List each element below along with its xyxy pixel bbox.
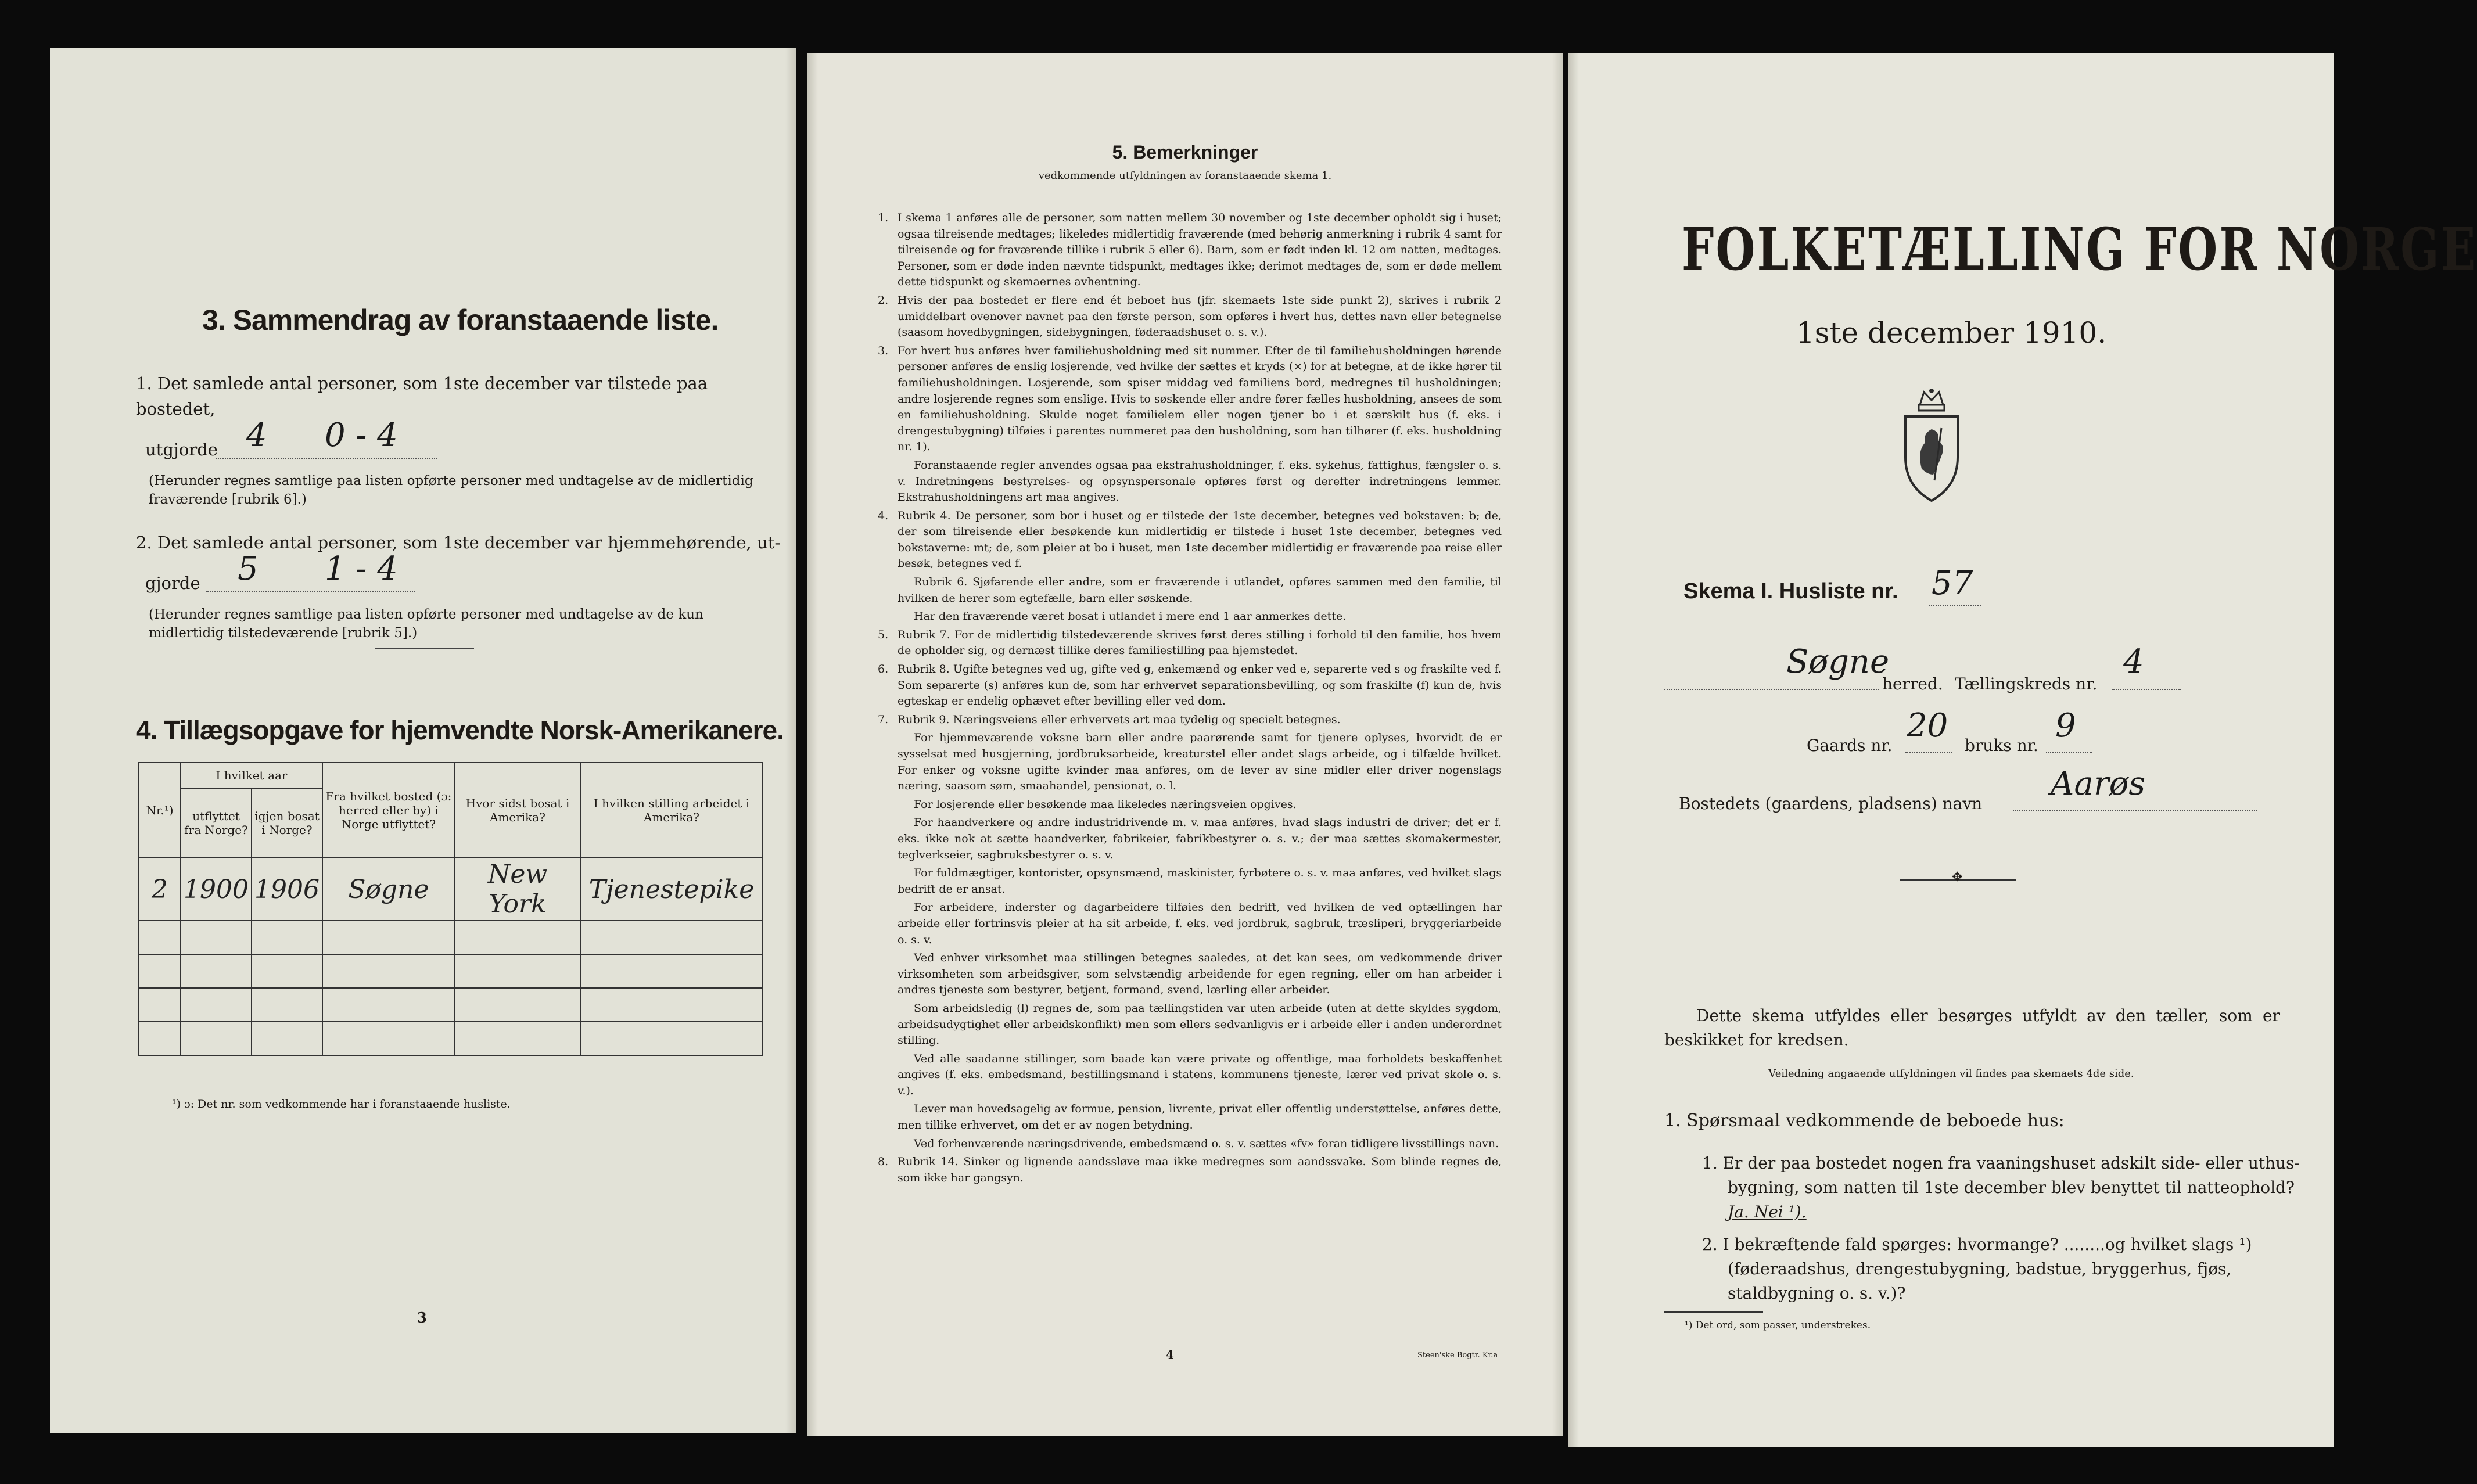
question-2: 2. I bekræftende fald spørges: hvormange? ........og hvilket slags ¹) (føderaadshus, drengestubygning, badstue, bryggerhus, fjøs, staldbygning o. s. v.)? [1702, 1235, 2252, 1303]
section4-title: 4. Tillægsopgave for hjemvendte Norsk-Amerikanere. [136, 715, 784, 745]
th-from-where: Fra hvilket bosted (ɔ: herred eller by) i Norge utflyttet? [322, 763, 455, 858]
remark-paragraph [878, 662, 1502, 710]
remark-paragraph [898, 950, 1502, 998]
census-title: FOLKETÆLLING FOR NORGE [1682, 215, 2477, 283]
skema-label: Skema I. Husliste nr. [1683, 579, 1898, 603]
remarks-subtitle: vedkommende utfyldningen av foranstaaende skema 1. [1038, 170, 1332, 182]
coat-of-arms-icon [1900, 387, 1963, 504]
page-number-4: 4 [1166, 1348, 1174, 1361]
remark-paragraph [898, 1136, 1502, 1152]
item2-text: 2. Det samlede antal personer, som 1ste december var hjemmehørende, ut- [136, 533, 781, 552]
remark-paragraph [898, 797, 1502, 813]
remark-text: Lever man hovedsagelig av formue, pension, livrente, privat eller offentlig understøttelse, anføres dette, men tillike erhvervet, om det er av nogen betydning. [898, 1102, 1502, 1132]
table-row [139, 954, 763, 988]
remark-paragraph [898, 1001, 1502, 1049]
page-fold-shadow [785, 48, 796, 1433]
norsk-amerikanere-table [138, 762, 763, 1056]
printer-mark: Steen'ske Bogtr. Kr.a [1417, 1351, 1498, 1360]
bosted-dotted-line [2013, 810, 2257, 811]
left-page [50, 48, 796, 1433]
remark-number: 8. [878, 1155, 889, 1169]
table-row [139, 988, 763, 1022]
question-1-text: 1. Er der paa bostedet nogen fra vaaningshuset adskilt side- eller uthus-bygning, som natten til 1ste december blev benyttet til natteophold? [1702, 1154, 2300, 1197]
remark-text: Ved alle saadanne stillinger, som baade kan være private og offentlige, maa forholdets beskaffenhet angives (f. eks. embedsmand, bestillingsmand i statens, kommunens tjeneste, lærer ved privat skole o. s. v.). [898, 1052, 1502, 1097]
item1-text: 1. Det samlede antal personer, som 1ste december var tilstede paa bostedet, [136, 373, 708, 419]
remark-paragraph [898, 1051, 1502, 1099]
bosted-line [1679, 765, 2289, 832]
item1-note: (Herunder regnes samtlige paa listen opførte personer med undtagelse av de midlertidig fraværende [rubrik 6].) [149, 473, 753, 507]
right-footnote: ¹) Det ord, som passer, understrekes. [1685, 1320, 1871, 1331]
remark-text: Hvis der paa bostedet er flere end ét beboet hus (jfr. skemaets 1ste side punkt 2), skrives i rubrik 2 umiddelbart ovenover navnet paa den første person, som opføres i hvert hus, dettes navn eller betegnelse (saasom hovedbygningen, sidebygningen, føderaadshuset o. s. v.). [898, 293, 1502, 339]
cell-occupation: Tjenestepike [580, 858, 763, 921]
remark-text: For haandverkere og andre industridrivende m. v. maa anføres, hvad slags industri de driver; det er f. eks. ikke nok at sætte haandverker, fabrikeier, fabrikbestyrer o. s. v.; der maa sættes skomakermester, teglverkseier, sagbruksbestyrer o. s. v. [898, 816, 1502, 861]
herred-label: herred. [1882, 674, 1943, 694]
remark-paragraph [878, 293, 1502, 341]
item1-fill-line [136, 416, 781, 468]
instruction-note: Veiledning angaaende utfyldningen vil findes paa skemaets 4de side. [1768, 1068, 2134, 1080]
th-year-group: I hvilket aar [181, 763, 322, 788]
item2-value-a: 5 [238, 550, 259, 588]
remark-text: For fuldmægtiger, kontorister, opsynsmænd, maskinister, fyrbøtere o. s. v. maa anføres, ved hvilket slags bedrift de er ansat. [898, 867, 1502, 896]
table-row [139, 1022, 763, 1055]
remark-text: Ved forhenværende næringsdrivende, embedsmænd o. s. v. sættes «fv» foran tidligere livsstillings navn. [914, 1137, 1499, 1150]
divider [375, 648, 474, 649]
remark-paragraph [878, 1154, 1502, 1186]
question-1-answer: Ja. Nei ¹). [1728, 1202, 1807, 1221]
remark-paragraph [878, 210, 1502, 290]
item2-note: (Herunder regnes samtlige paa listen opførte personer med undtagelse av de kun midlertidig tilstedeværende [rubrik 5].) [149, 607, 703, 641]
item1-dotted-line [216, 458, 437, 459]
remark-paragraph [878, 508, 1502, 572]
bruks-dotted-line [2046, 752, 2092, 753]
remark-text: Som arbeidsledig (l) regnes de, som paa tællingstiden var uten arbeide (uten at dette skyldes sygdom, arbeidsudygtighet eller arbeidskonflikt) men som ellers sedvanligvis er i arbeide eller i anden underordnet stilling. [898, 1001, 1502, 1047]
cell-nr: 2 [139, 858, 181, 921]
th-emigrated: utflyttet fra Norge? [181, 788, 252, 858]
kreds-dotted-line [2112, 689, 2181, 690]
section3-title: 3. Sammendrag av foranstaaende liste. [202, 304, 719, 336]
husliste-dotted-line [1929, 605, 1981, 606]
gaards-value: 20 [1907, 707, 1948, 745]
remarks-title: 5. Bemerkninger [1112, 142, 1258, 163]
remark-paragraph [898, 458, 1502, 506]
table-row [139, 921, 763, 954]
remark-number: 7. [878, 713, 889, 726]
remark-text: Rubrik 4. De personer, som bor i huset og er tilstede der 1ste december, betegnes ved bokstaven: b; de, der som tilreisende eller besøkende kun midlertidig er tilstede i huset 1ste december, betegnes ved bokstaverne: mt; de, som pleier at bo i huset, men 1ste december midlertidig er fraværende paa reise eller besøk, betegnes ved f. [898, 509, 1502, 570]
remark-text: Foranstaaende regler anvendes ogsaa paa ekstrahusholdninger, f. eks. sykehus, fattighus, fængsler o. s. v. Indretningens bestyrelses- og opsynspersonale opføres først og derefter indretningens lemmer. Ekstrahusholdningens art maa angives. [898, 458, 1502, 504]
questions-heading: 1. Spørsmaal vedkommende de beboede hus: [1664, 1111, 2065, 1131]
remark-number: 1. [878, 211, 889, 224]
husliste-nr-value: 57 [1932, 565, 1973, 602]
question-1 [1702, 1151, 2320, 1224]
th-nr: Nr.¹) [139, 763, 181, 858]
remark-paragraph [878, 712, 1502, 728]
remark-number: 2. [878, 293, 889, 307]
remark-text: Ved enhver virksomhet maa stillingen betegnes saaledes, at det kan sees, om vedkommende driver virksomheten som arbeidsgiver, som selvstændig arbeidende for egen regning, eller om han arbeider i andres tjeneste som bestyrer, betjent, formand, svend, lærling eller arbeider. [898, 951, 1502, 997]
footnote-divider [1664, 1311, 1763, 1313]
th-occupation: I hvilken stilling arbeidet i Amerika? [580, 763, 763, 858]
remark-text: Rubrik 6. Sjøfarende eller andre, som er fraværende i utlandet, opføres sammen med den familie, til hvilken de herer som egtefælle, barn eller søskende. [898, 576, 1502, 605]
remark-number: 6. [878, 663, 889, 676]
remark-text: Rubrik 14. Sinker og lignende aandssløve maa ikke medregnes som aandssvake. Som blinde regnes de, som ikke har gangsyn. [898, 1155, 1502, 1184]
item2-value-b: 1 - 4 [325, 550, 398, 588]
bruks-value: 9 [2055, 707, 2076, 745]
remark-text: For hvert hus anføres hver familiehusholdning med sit nummer. Efter de til familiehusholdningen hørende personer anføres de enslig losjerende, ved hvilke der sættes et kryds (×) for at betegne, at de ikke hører til familiehusholdningen. Losjerende, som spiser middag ved familiens bord, medregnes til husholdningen; andre losjerende regnes som enslige. Hvis to søskende eller andre fører fælles husholdning, ansees de som en familiehusholdning. Skulde noget familielem eller nogen tjener bo i et særskilt hus (f. eks. i drengestubygning) tilføies i parentes nummeret paa den husholdning, som han tilhører (f. eks. husholdning nr. 1). [898, 344, 1502, 454]
herred-line [1664, 643, 2292, 710]
bosted-label: Bostedets (gaardens, pladsens) navn [1679, 794, 1983, 813]
remark-text: For losjerende eller besøkende maa likeledes næringsveien opgives. [914, 797, 1297, 811]
remark-text: Rubrik 9. Næringsveiens eller erhvervets art maa tydelig og specielt betegnes. [898, 713, 1341, 726]
page-number-3: 3 [417, 1309, 427, 1326]
remark-paragraph [898, 1101, 1502, 1133]
remark-number: 4. [878, 509, 889, 522]
th-returned: igjen bosat i Norge? [252, 788, 322, 858]
section4-footnote: ¹) ɔ: Det nr. som vedkommende har i foranstaaende husliste. [172, 1098, 511, 1111]
item2-prefix: gjorde [145, 573, 200, 593]
bosted-value: Aarøs [2051, 765, 2146, 803]
remark-paragraph [898, 609, 1502, 625]
item2-fill-line [136, 550, 781, 602]
page-fold-shadow-left [807, 53, 818, 1436]
middle-page [807, 53, 1563, 1436]
remark-number: 5. [878, 628, 889, 641]
remark-text: Rubrik 7. For de midlertidig tilstedeværende skrives først deres stilling i forhold til den familie, hos hvem de opholder sig, og dernæst tillike deres familiestilling paa hjemstedet. [898, 628, 1502, 657]
item2-dotted-line [206, 591, 415, 592]
section3-item2 [136, 530, 781, 642]
remark-paragraph [898, 730, 1502, 794]
gaards-dotted-line [1905, 752, 1952, 753]
cell-returned: 1906 [252, 858, 322, 921]
cell-emigrated: 1900 [181, 858, 252, 921]
kreds-value: 4 [2123, 643, 2144, 681]
instruction-text: Dette skema utfyldes eller besørges utfyldt av den tæller, som er beskikket for kredsen. [1664, 1006, 2280, 1050]
gaards-label: Gaards nr. [1807, 736, 1893, 755]
gaards-line [1807, 707, 2213, 774]
remark-text: I skema 1 anføres alle de personer, som natten mellem 30 november og 1ste december opholdt sig i huset; ogsaa tilreisende medtages; likeledes midlertidig fraværende (med behørig anmerkning i rubrik 4 samt for tilreisende og for fraværende tillike i rubrik 5 eller 6). Barn, som er født inden kl. 12 om natten, medtages. Personer, som er døde inden nævnte tidspunkt, medtages ikke; derimot medtages de, som er døde mellem dette tidspunkt og skemaernes avhentning. [898, 211, 1502, 289]
page-fold-shadow [1568, 53, 1579, 1447]
remark-text: Har den fraværende været bosat i utlandet i mere end 1 aar anmerkes dette. [914, 610, 1347, 623]
remark-text: For hjemmeværende voksne barn eller andre paarørende samt for tjenere oplyses, hvorvidt de er sysselsat med husgjerning, jordbruksarbeide, kreaturstel eller andet slags arbeide, og i tilfælde hvilket. For enker og voksne ugifte kvinder maa anføres, om de lever av sine midler eller driver nogenslags næring, saasom søm, smaahandel, pensionat, o. l. [898, 731, 1502, 793]
section3-item1 [136, 371, 781, 509]
item1-value-a: 4 [246, 416, 267, 454]
bruks-label: bruks nr. [1965, 736, 2038, 755]
remark-paragraph [878, 627, 1502, 659]
remark-paragraph [898, 900, 1502, 948]
remark-paragraph [898, 815, 1502, 863]
cell-last-residence: New York [455, 858, 580, 921]
remarks-body [878, 210, 1502, 1188]
remark-paragraph [898, 574, 1502, 606]
ornament-icon: ✥ [1952, 870, 1963, 885]
kreds-label: Tællingskreds nr. [1955, 674, 2098, 694]
remark-text: For arbeidere, inderster og dagarbeidere tilføies den bedrift, ved hvilken de ved optællingen har arbeide eller fortrinsvis pleier at ha sit arbeide, f. eks. ved jordbruk, sagbruk, træsliperi, bryggeriarbeide o. s. v. [898, 901, 1502, 946]
item1-value-b: 0 - 4 [325, 416, 398, 454]
remark-paragraph [878, 343, 1502, 455]
remark-text: Rubrik 8. Ugifte betegnes ved ug, gifte ved g, enkemænd og enker ved e, separerte ved s og fraskilte ved f. Som separerte (s) anføres kun de, som har erhvervet separationsbevilling, og som fraskilte (f) kun de, hvis egteskap er endelig ophævet efter bevilling eller ved dom. [898, 663, 1502, 708]
remark-paragraph [898, 865, 1502, 897]
right-page [1568, 53, 2477, 1447]
census-date: 1ste december 1910. [1796, 316, 2107, 350]
page-fold-shadow-right [1552, 53, 1563, 1436]
herred-dotted-line [1664, 689, 1879, 690]
th-last-residence: Hvor sidst bosat i Amerika? [455, 763, 580, 858]
table-row [139, 858, 763, 921]
herred-value: Søgne [1786, 643, 1890, 681]
item1-prefix: utgjorde [145, 440, 218, 459]
cell-from-where: Søgne [322, 858, 455, 921]
remark-number: 3. [878, 344, 889, 357]
